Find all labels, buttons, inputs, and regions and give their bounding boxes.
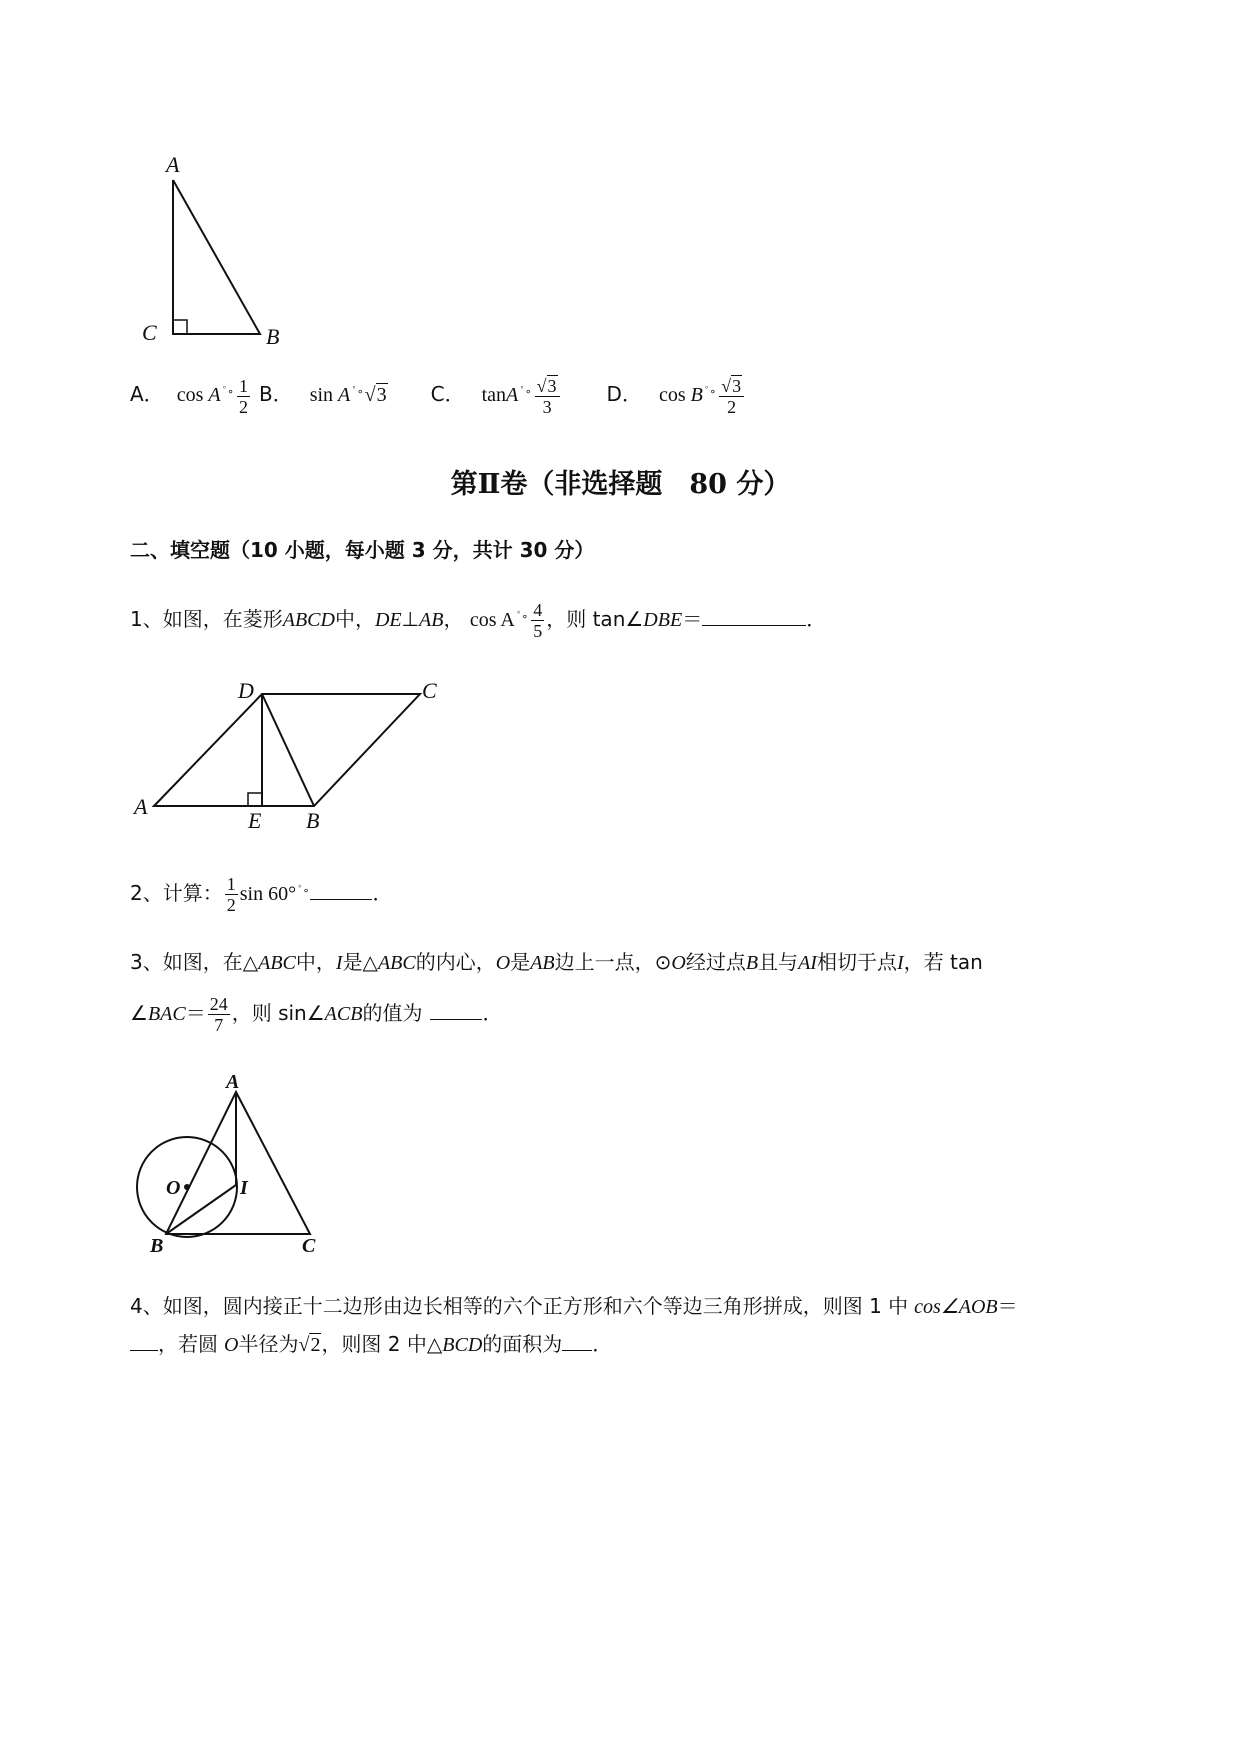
sqrt: √2 — [298, 1334, 321, 1356]
fraction: $\frac{24}{7}$ — [209, 994, 228, 1035]
center-point-o — [184, 1184, 190, 1190]
question-2: 2、计算： $\frac{1}{2}$ sin 60° $^{ﾟ\circ}$ ． — [130, 874, 393, 915]
answer-blank[interactable] — [702, 607, 806, 626]
vertex-label-a: A — [166, 152, 180, 177]
vertex-label-d: D — [238, 678, 254, 703]
option-a[interactable]: A． cos A $^{ﾟ\circ}$ $\frac{1}{2}$ — [130, 376, 248, 417]
question-4-line-2: ，若圆 O半径为√2，则图 2 中△BCD的面积为 ． — [130, 1330, 612, 1359]
answer-blank[interactable] — [430, 1001, 482, 1020]
fraction: $\frac{1}{2}$ — [238, 376, 248, 417]
question-4-line-1: 4、如图，圆内接正十二边形由边长相等的六个正方形和六个等边三角形拼成，则图 1 中 cos∠AOB＝ — [130, 1294, 1018, 1318]
answer-blank[interactable] — [562, 1332, 592, 1351]
sqrt: √3 — [364, 384, 387, 407]
option-c[interactable]: C． tanA $^{ﾟ\circ}$ $\frac{√3}{3}$ — [431, 384, 567, 406]
right-angle-mark — [248, 793, 262, 806]
rhombus-figure — [130, 672, 450, 842]
incircle-figure — [130, 1068, 330, 1258]
fraction: $\frac{√3}{2}$ — [719, 376, 744, 417]
question-1: 1、如图，在菱形ABCD中，DE⊥AB， cos A $^{ﾟ\circ}$ $\frac{4}{5}$ ，则 tan∠DBE＝ ． — [130, 600, 827, 641]
right-triangle-figure — [130, 150, 300, 350]
section-title: 第Ⅱ卷（非选择题 80 分） — [450, 469, 791, 500]
point-label-i: I — [240, 1177, 248, 1199]
question-3-line-1: 3、如图，在△ABC中，I是△ABC的内心，O是AB边上一点，⊙O经过点B且与AI相切于点I，若 tan — [130, 950, 983, 974]
diagonal-db — [262, 694, 314, 806]
fraction: $\frac{4}{5}$ — [533, 600, 543, 641]
vertex-label-b: B — [306, 808, 320, 833]
vertex-label-c: C — [422, 678, 437, 703]
vertex-label-c: C — [142, 320, 157, 345]
point-label-o: O — [166, 1177, 181, 1199]
part-heading: 二、填空题（10 小题，每小题 3 分，共计 30 分） — [130, 538, 595, 562]
vertex-label-a: A — [134, 794, 148, 819]
fraction: $\frac{1}{2}$ — [226, 874, 236, 915]
triangle-abc — [166, 1092, 310, 1234]
vertex-label-b: B — [150, 1235, 164, 1257]
right-angle-mark — [173, 320, 187, 334]
triangle-outline — [173, 180, 260, 334]
vertex-label-a: A — [226, 1071, 240, 1093]
answer-blank[interactable] — [130, 1332, 158, 1351]
vertex-label-e: E — [248, 808, 262, 833]
option-d[interactable]: D． cos B $^{ﾟ\circ}$ $\frac{√3}{2}$ — [607, 384, 747, 406]
vertex-label-c: C — [302, 1235, 316, 1257]
answer-options — [130, 376, 746, 417]
answer-blank[interactable] — [310, 881, 372, 900]
fraction: $\frac{√3}{3}$ — [535, 376, 560, 417]
vertex-label-b: B — [266, 324, 280, 349]
question-3-line-2: ∠BAC＝ $\frac{24}{7}$ ，则 sin∠ACB的值为 ． — [130, 994, 503, 1035]
option-b[interactable]: B． sin A $^{ﾟ\circ}$ √3 — [258, 382, 387, 407]
